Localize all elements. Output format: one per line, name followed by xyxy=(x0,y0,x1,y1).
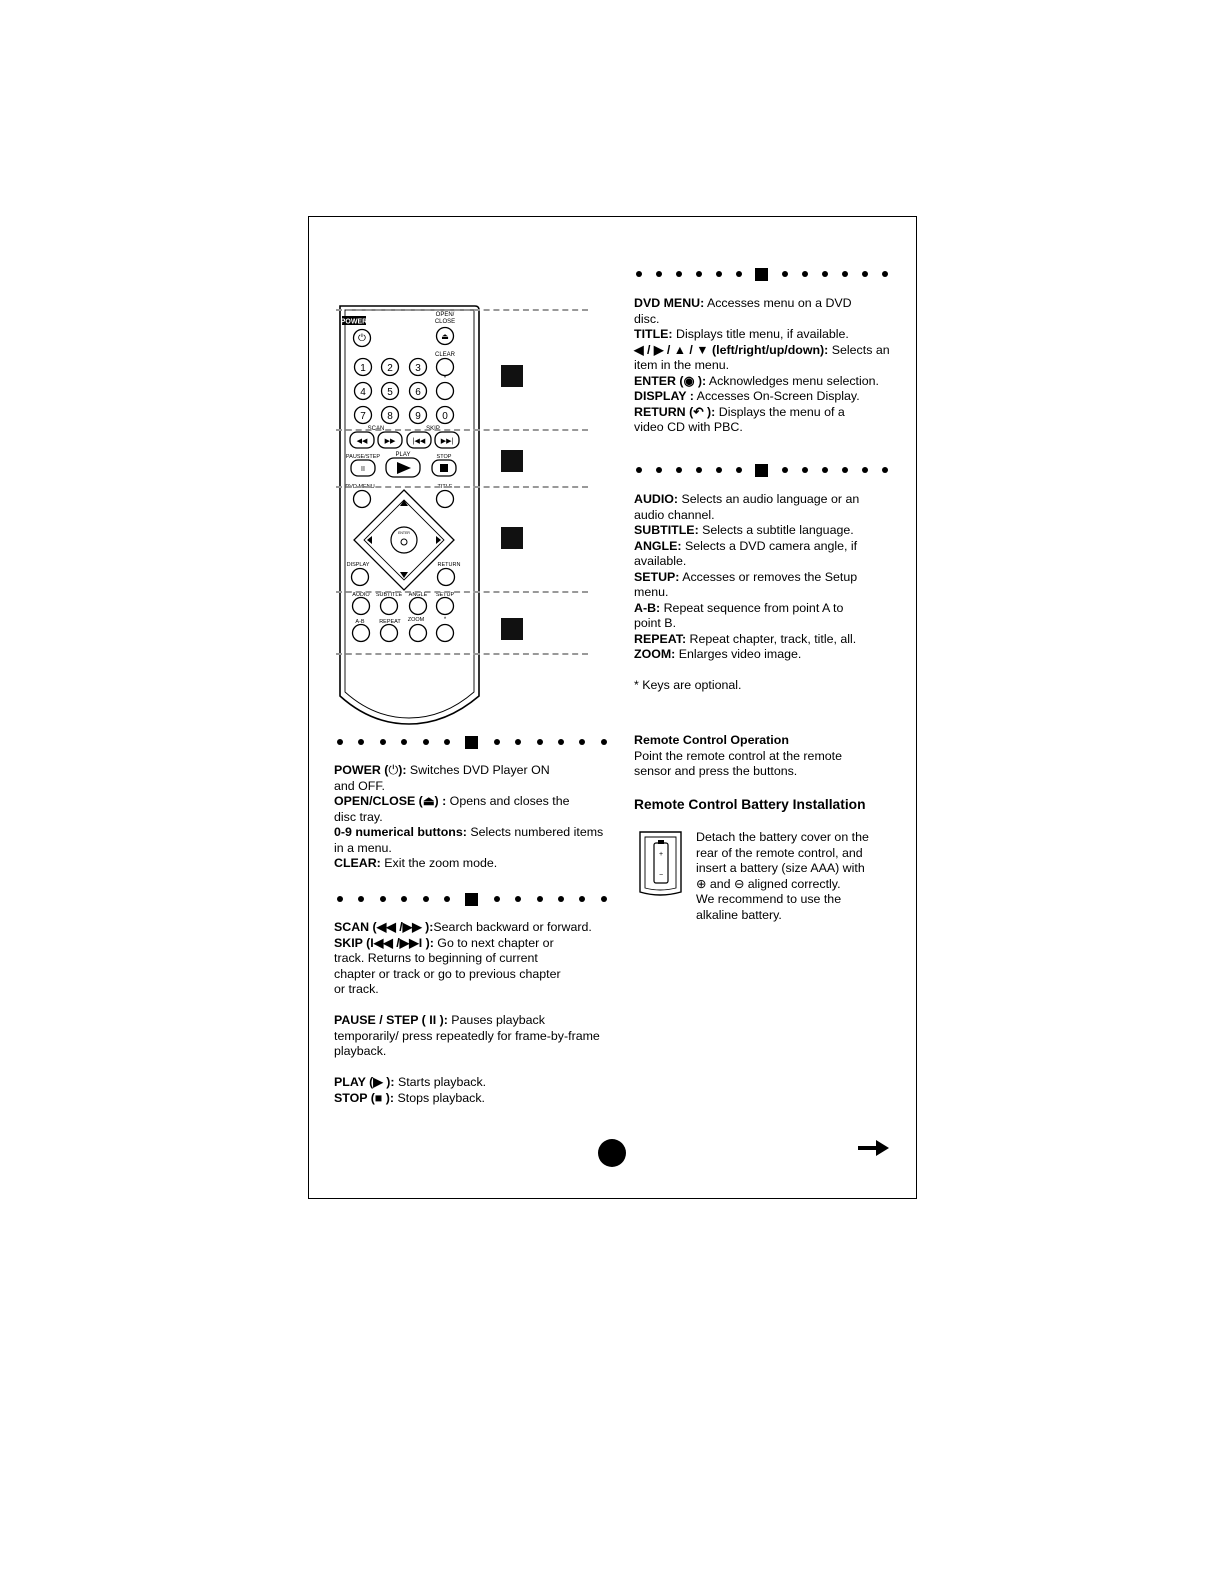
svg-text:+: + xyxy=(658,851,664,858)
svg-text:5: 5 xyxy=(387,387,393,398)
svg-text:PLAY: PLAY xyxy=(395,452,411,458)
svg-text:STOP: STOP xyxy=(436,454,452,460)
svg-text:II: II xyxy=(361,466,365,473)
callout-line xyxy=(336,591,588,593)
enter-icon: ◉ xyxy=(683,373,695,388)
svg-text:AUDIO: AUDIO xyxy=(352,592,370,598)
svg-text:4: 4 xyxy=(360,387,366,398)
power-icon: ⏻ xyxy=(388,763,399,777)
menu-buttons-description: DVD MENU: Accesses menu on a DVD disc. TITLE: Displays title menu, if available. ◀ / ▶ / ▲ / ▼ (left/right/up/down): Selects an item in the menu. ENTER (◉ ): Acknowledges menu selection. DISPLAY : Accesses On-Screen Display. RETURN (↶ ): Displays the menu of a video CD with PBC. xyxy=(634,296,890,434)
remote-control-illustration xyxy=(336,304,586,729)
section-divider-basic xyxy=(337,735,607,749)
callout-line xyxy=(336,429,588,431)
svg-text:9: 9 xyxy=(415,411,421,422)
svg-text:2: 2 xyxy=(387,363,393,374)
svg-text:▶▶: ▶▶ xyxy=(384,438,396,445)
section-divider-functions xyxy=(636,463,888,477)
remote-clear-label: CLEAR xyxy=(434,352,456,358)
battery-instructions: Detach the battery cover on the rear of the remote control, and insert a battery (size AAA) with ⊕ and ⊖ aligned correctly. We recommend to use the alkaline battery. xyxy=(696,830,869,922)
basic-buttons-description: POWER (⏻): Switches DVD Player ON and OFF. OPEN/CLOSE (⏏) : Opens and closes the disc tray. 0-9 numerical buttons: Selects numbered items in a menu. CLEAR: Exit the zoom mode. xyxy=(334,763,604,870)
skip-icon: I◀◀ /▶▶I xyxy=(370,935,423,950)
svg-text:SKIP: SKIP xyxy=(426,426,440,432)
svg-text:REPEAT: REPEAT xyxy=(379,619,401,625)
section-divider-playback xyxy=(337,892,607,906)
section-marker xyxy=(501,450,523,472)
callout-line xyxy=(336,486,588,488)
svg-text:|◀◀: |◀◀ xyxy=(412,438,426,445)
section-marker xyxy=(501,618,523,640)
svg-text:SUBTITLE: SUBTITLE xyxy=(375,592,403,598)
svg-text:1: 1 xyxy=(360,363,366,374)
svg-text:▶▶|: ▶▶| xyxy=(440,438,454,445)
svg-text:⏻: ⏻ xyxy=(358,333,366,344)
svg-text:ENTER: ENTER xyxy=(398,531,410,535)
play-icon: ▶ xyxy=(373,1075,383,1089)
svg-text:DISPLAY: DISPLAY xyxy=(346,562,370,568)
battery-compartment-illustration xyxy=(637,830,687,898)
svg-text:RETURN: RETURN xyxy=(437,562,461,568)
section-marker xyxy=(501,365,523,387)
svg-text:0: 0 xyxy=(442,411,448,422)
svg-text:3: 3 xyxy=(415,363,421,374)
svg-text:8: 8 xyxy=(387,411,393,422)
svg-text:7: 7 xyxy=(360,411,366,422)
svg-text:6: 6 xyxy=(415,387,421,398)
svg-text:SETUP: SETUP xyxy=(435,592,455,598)
battery-installation-title: Remote Control Battery Installation xyxy=(634,797,866,812)
svg-text:SCAN: SCAN xyxy=(367,426,385,432)
callout-line xyxy=(336,653,588,655)
remote-openclose-label-1: OPEN/ xyxy=(435,312,455,318)
svg-text:TITLE: TITLE xyxy=(437,484,453,490)
remote-openclose-label-2: CLOSE xyxy=(434,319,456,325)
stop-icon: ■ xyxy=(374,1090,383,1105)
svg-text:DVD MENU: DVD MENU xyxy=(345,484,375,490)
remote-power-label: POWER xyxy=(340,318,368,326)
callout-line xyxy=(336,309,588,311)
playback-buttons-description: SCAN (◀◀ /▶▶ ):Search backward or forward. SKIP (I◀◀ /▶▶I ): Go to next chapter or track. Returns to beginning of current chapter or track or go to previous chapter or track. PAUSE / STEP ( II ): Pauses playback temporarily/ press repeatedly for frame-by-frame playback. PLAY (▶ ): Starts playback. STOP (■ ): Stops playback. xyxy=(334,920,600,1105)
eject-icon: ⏏ xyxy=(422,794,435,808)
svg-text:⏏: ⏏ xyxy=(441,332,449,341)
section-marker xyxy=(501,527,523,549)
page-number-marker xyxy=(598,1139,626,1167)
return-icon: ↶ xyxy=(693,404,704,419)
remote-operation: Remote Control Operation Point the remote control at the remote sensor and press the buttons. xyxy=(634,733,842,778)
svg-text:PAUSE/STEP: PAUSE/STEP xyxy=(345,454,381,460)
svg-text:ZOOM: ZOOM xyxy=(407,617,425,623)
svg-text:*: * xyxy=(443,375,447,382)
function-buttons-description: AUDIO: Selects an audio language or an audio channel. SUBTITLE: Selects a subtitle language. ANGLE: Selects a DVD camera angle, if available. SETUP: Accesses or removes the Setup menu. A-B: Repeat sequence from point A to point B. REPEAT: Repeat chapter, track, title, all. ZOOM: Enlarges video image. * Keys are optional. xyxy=(634,492,860,692)
svg-text:*: * xyxy=(443,617,447,623)
scan-icon: ◀◀ /▶▶ xyxy=(376,920,422,934)
svg-text:ANGLE: ANGLE xyxy=(408,592,428,598)
next-page-arrow-icon xyxy=(858,1139,890,1157)
remote-operation-title: Remote Control Operation xyxy=(634,733,789,747)
svg-text:◀◀: ◀◀ xyxy=(356,438,368,445)
svg-text:−: − xyxy=(658,872,664,879)
svg-text:A-B: A-B xyxy=(355,619,365,625)
section-divider-menu xyxy=(636,267,888,281)
